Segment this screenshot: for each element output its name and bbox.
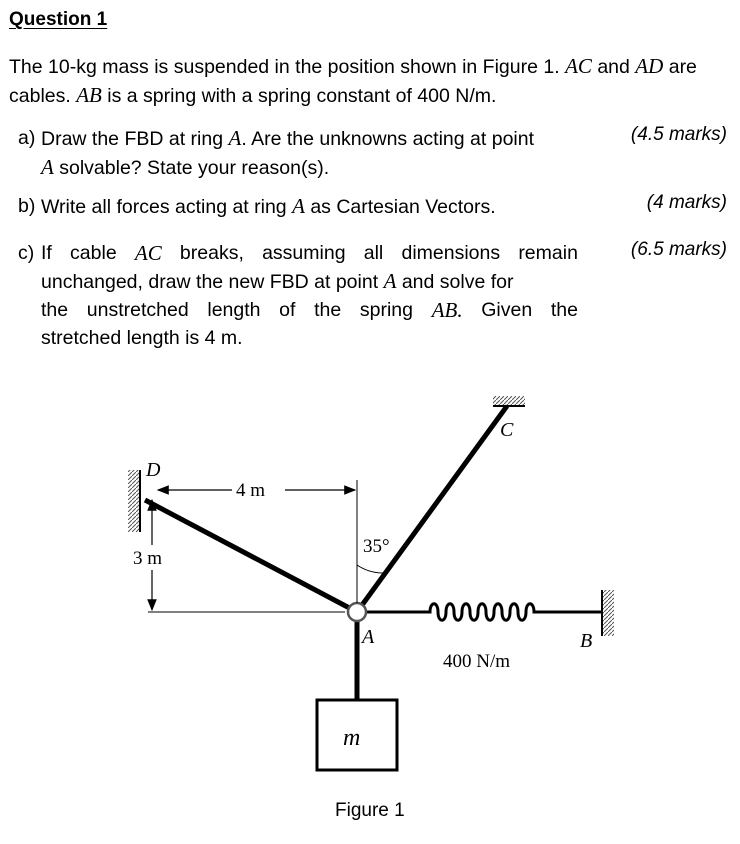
part-c-label: c) — [18, 242, 35, 264]
figure-caption: Figure 1 — [335, 800, 405, 821]
part-b-label: b) — [18, 195, 36, 217]
wall-support-d — [128, 470, 140, 532]
part-b-marks: (4 marks) — [646, 192, 727, 213]
wall-support-b — [602, 590, 614, 636]
question-title: Question 1 — [9, 9, 108, 30]
label-m: m — [343, 725, 361, 751]
label-a: A — [362, 626, 375, 648]
part-b: b) Write all forces acting at ring A as Cartesian Vectors. — [18, 192, 578, 221]
part-a-marks: (4.5 marks) — [630, 124, 727, 145]
angle-arc — [357, 565, 384, 573]
label-d: D — [146, 459, 161, 481]
cable-ad — [145, 500, 357, 612]
spring-ab — [366, 604, 602, 621]
part-c: c) If cable AC breaks, assuming all dimensions remain unchanged, draw the new FBD at point A and solve for the unstretched length of the spring AB. Given the stretched length is 4 m. — [18, 241, 578, 349]
dimension-4m: 4 m — [236, 480, 266, 501]
label-b: B — [580, 630, 593, 652]
ceiling-support-c — [493, 396, 525, 406]
ring-a — [348, 603, 366, 621]
cable-ac — [357, 406, 507, 612]
angle-label: 35° — [363, 536, 390, 557]
label-c: C — [500, 419, 514, 441]
intro-line-1: The 10-kg mass is suspended in the position shown in Figure 1. AC and AD are — [9, 54, 697, 78]
dimension-3m: 3 m — [133, 548, 163, 569]
part-c-marks: (6.5 marks) — [630, 239, 727, 260]
intro-line-2: cables. AB is a spring with a spring constant of 400 N/m. — [9, 83, 497, 107]
part-a: a) Draw the FBD at ring A. Are the unknowns acting at point A solvable? State your reason(s). — [18, 126, 535, 179]
part-a-label: a) — [18, 127, 36, 149]
spring-constant-label: 400 N/m — [443, 651, 511, 672]
